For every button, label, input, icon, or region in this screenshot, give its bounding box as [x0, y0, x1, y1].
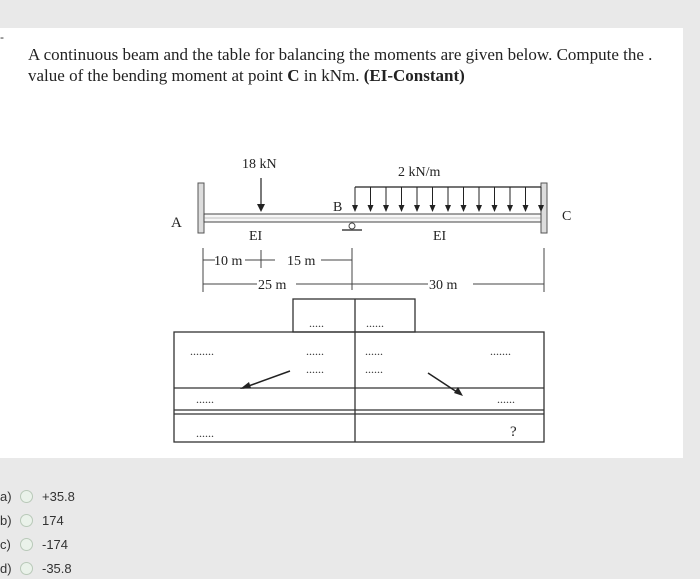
- question-note: (EI-Constant): [363, 66, 465, 85]
- question-unit-text: in kNm.: [299, 66, 364, 85]
- choice-c-radio[interactable]: [20, 538, 33, 551]
- udl-arrow-head: [352, 205, 358, 212]
- udl-label: 2 kN/m: [398, 165, 441, 180]
- question-text: [28, 44, 678, 86]
- choice-b-radio[interactable]: [20, 514, 33, 527]
- point-load-label: 18 kN: [242, 157, 277, 172]
- carryover-arrow-right-shaft: [428, 373, 460, 394]
- udl-arrow-head: [383, 205, 389, 212]
- bal-bc: ......: [365, 362, 383, 376]
- udl-arrow-head: [461, 205, 467, 212]
- choice-a-value: +35.8: [42, 488, 75, 504]
- udl-arrow-head: [368, 205, 374, 212]
- question-point: C: [287, 66, 300, 85]
- label-a: A: [171, 215, 182, 231]
- ei-left: EI: [249, 229, 263, 244]
- df-right: ......: [366, 316, 384, 330]
- question-line-1: A continuous beam and the table for balancing the moments are given below. Compute the .: [28, 45, 653, 64]
- final-a: ......: [196, 426, 214, 440]
- fem-c: .......: [490, 344, 511, 358]
- fem-bc: ......: [365, 344, 383, 358]
- ei-right: EI: [433, 229, 447, 244]
- label-c: C: [562, 209, 572, 224]
- question-line-2: value of the bending moment at point: [28, 66, 288, 85]
- choice-d-letter: d): [0, 560, 12, 576]
- udl-arrow-head: [414, 205, 420, 212]
- dim-10-label: 10 m: [214, 254, 243, 269]
- choice-a-radio[interactable]: [20, 490, 33, 503]
- choice-d-radio[interactable]: [20, 562, 33, 575]
- label-b: B: [333, 200, 343, 215]
- dim-15-label: 15 m: [287, 254, 316, 269]
- udl-arrow-head: [476, 205, 482, 212]
- point-load-arrow-head: [257, 204, 265, 212]
- co-a: ......: [196, 392, 214, 406]
- choice-c-value: -174: [42, 536, 69, 552]
- support-b-pin: [349, 223, 355, 229]
- choice-d-value: -35.8: [42, 560, 72, 576]
- choice-c[interactable]: [0, 534, 140, 554]
- choice-a[interactable]: [0, 486, 140, 506]
- udl-arrow-head: [430, 205, 436, 212]
- dim-30-label: 30 m: [429, 278, 458, 293]
- final-c-unknown: ?: [510, 424, 517, 440]
- udl-arrow-head: [399, 205, 405, 212]
- choice-d[interactable]: [0, 558, 140, 578]
- choice-c-letter: c): [0, 536, 11, 552]
- udl-arrow-head: [523, 205, 529, 212]
- co-c: ......: [497, 392, 515, 406]
- choice-b[interactable]: [0, 510, 140, 530]
- df-left: .....: [309, 316, 324, 330]
- fem-ba: ......: [306, 344, 324, 358]
- choice-b-letter: b): [0, 512, 12, 528]
- question-dash: -: [0, 30, 4, 44]
- bal-ba: ......: [306, 362, 324, 376]
- carryover-arrow-left-head: [240, 382, 251, 389]
- fem-a: ........: [190, 344, 214, 358]
- choice-a-letter: a): [0, 488, 12, 504]
- udl-arrows: [352, 187, 544, 212]
- choice-b-value: 174: [42, 512, 64, 528]
- fixed-support-a: [198, 183, 204, 233]
- table-outer: [174, 332, 544, 442]
- dim-25-label: 25 m: [258, 278, 287, 293]
- udl-arrow-head: [445, 205, 451, 212]
- udl-arrow-head: [492, 205, 498, 212]
- beam-diagram: [160, 150, 580, 450]
- udl-arrow-head: [507, 205, 513, 212]
